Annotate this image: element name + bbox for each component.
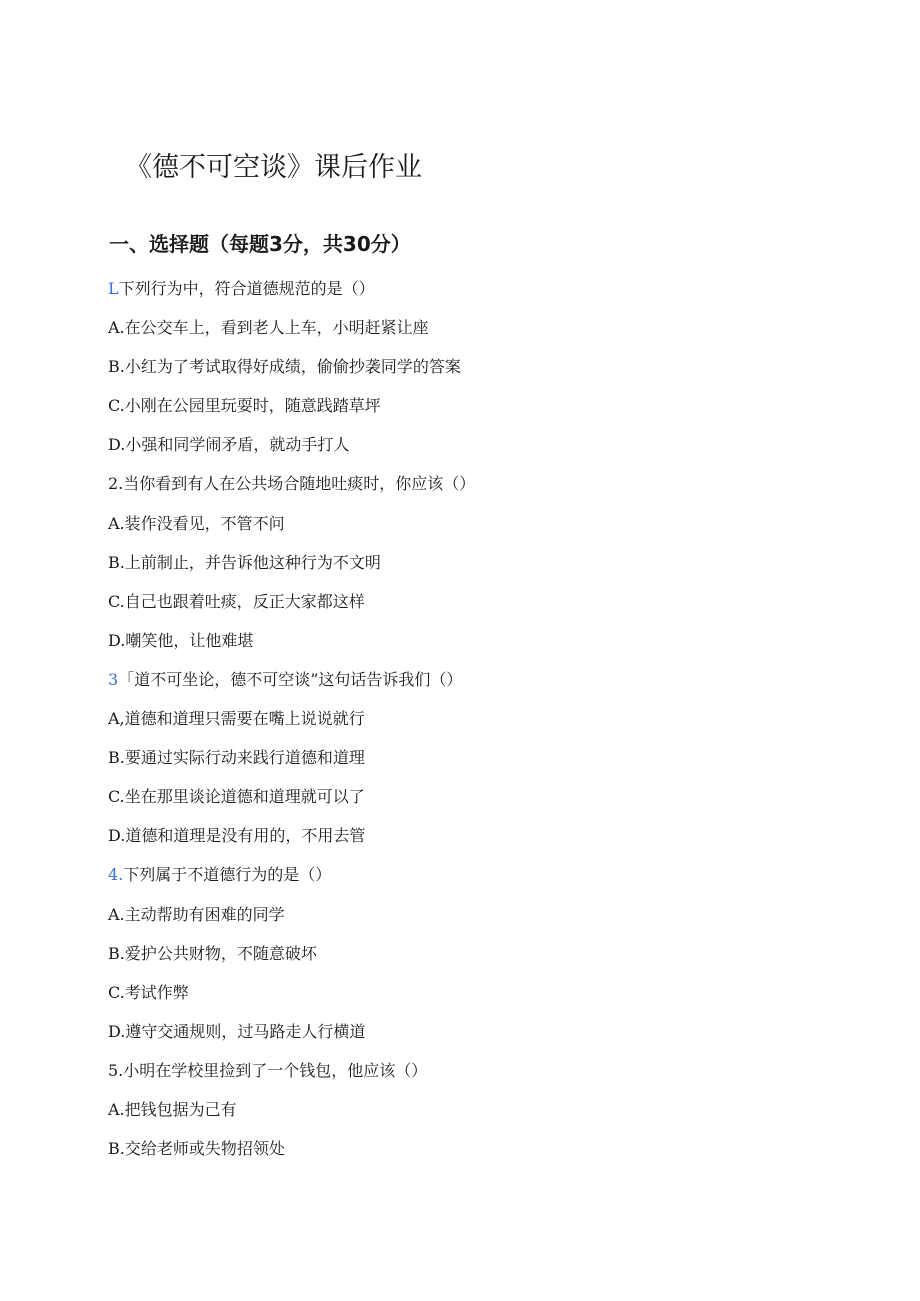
option-d: D.道德和道理是没有用的，不用去管 (108, 826, 366, 846)
option-a: A.把钱包据为己有 (108, 1099, 237, 1119)
option-a: A.装作没看见，不管不问 (108, 513, 285, 533)
option-a: A,道德和道理只需要在嘴上说说就行 (108, 709, 365, 729)
question-stem (108, 860, 475, 899)
question-number: 5. (108, 1060, 124, 1080)
question-stem (108, 469, 475, 508)
question-text: 下列属于不道德行为的是（） (123, 865, 332, 885)
option-b: B.爱护公共财物，不随意破坏 (108, 943, 317, 963)
option-c: C.考试作弊 (108, 982, 189, 1002)
question-number: 4. (108, 865, 124, 885)
question-text: 「道不可坐论，德不可空谈”这句话告诉我们（） (118, 669, 463, 689)
question-stem (108, 1056, 475, 1095)
option-c: C.小刚在公园里玩耍时，随意践踏草坪 (108, 396, 381, 416)
option-b: B.小红为了考试取得好成绩，偷偷抄袭同学的答案 (108, 357, 461, 377)
question-number: L (108, 279, 119, 298)
option-c: C.坐在那里谈论道德和道理就可以了 (108, 787, 365, 807)
option-d: D.遵守交通规则，过马路走人行横道 (108, 1021, 366, 1041)
question-stem (108, 665, 475, 704)
question-text: 下列行为中，符合道德规范的是（） (118, 279, 375, 298)
question-text: 小明在学校里捡到了一个钱包，他应该（） (123, 1060, 428, 1080)
section-heading: 一、选择题（每题3分，共30分） (109, 232, 411, 256)
option-d: D.小强和同学闹矛盾，就动手打人 (108, 435, 350, 455)
page-title: 《德不可空谈》课后作业 (125, 152, 422, 183)
option-b: B.要通过实际行动来践行道德和道理 (108, 748, 365, 768)
option-b: B.上前制止，并告诉他这种行为不文明 (108, 552, 381, 572)
question-list (108, 274, 475, 1173)
option-d: D.嘲笑他，让他难堪 (108, 630, 254, 650)
question-number: 2. (108, 474, 124, 494)
option-a: A.主动帮助有困难的同学 (108, 904, 285, 924)
question-stem (108, 274, 475, 313)
option-c: C.自己也跟着吐痰，反正大家都这样 (108, 591, 365, 611)
question-number: 3 (108, 669, 119, 689)
option-a: A.在公交车上，看到老人上车，小明赶紧让座 (108, 318, 429, 338)
option-b: B.交给老师或失物招领处 (108, 1139, 285, 1159)
question-text: 当你看到有人在公共场合随地吐痰时，你应该（） (123, 474, 476, 494)
